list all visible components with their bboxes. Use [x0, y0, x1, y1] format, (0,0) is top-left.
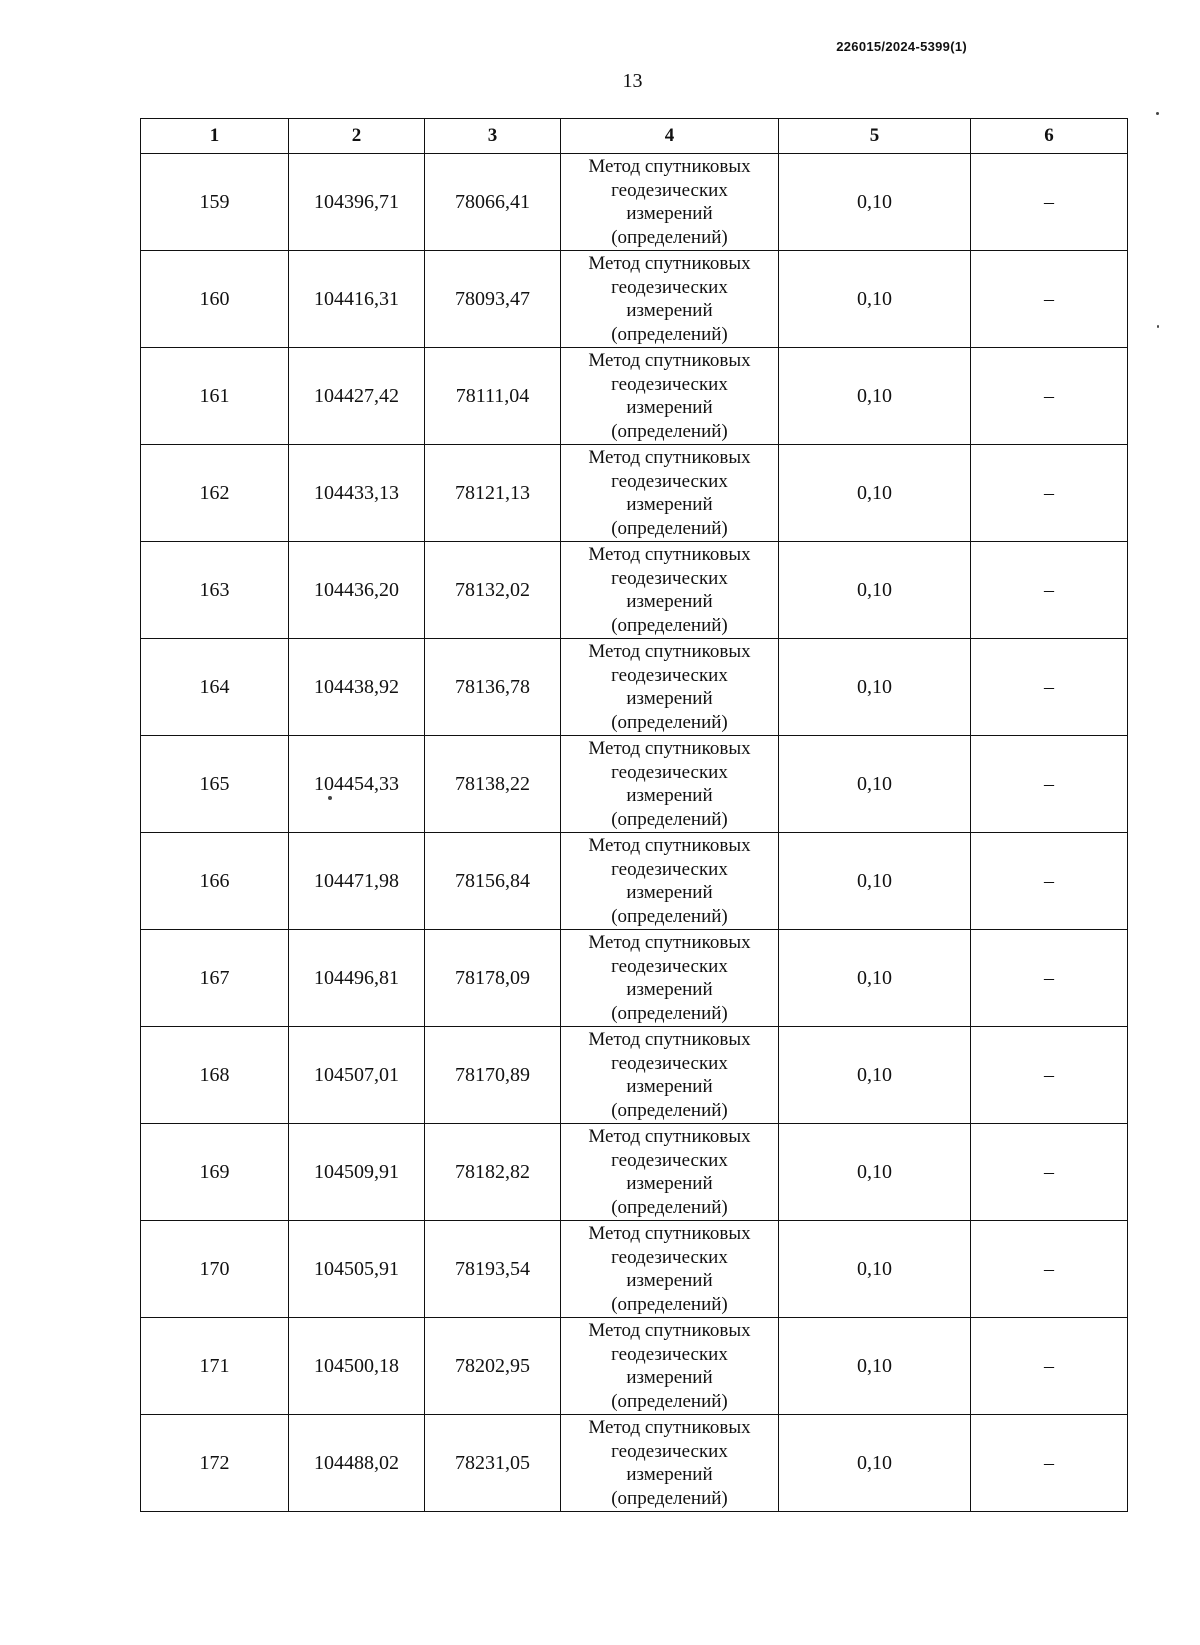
y-coordinate-cell: 78202,95: [425, 1318, 561, 1415]
table-row: [141, 1221, 1128, 1318]
note-cell: –: [971, 1124, 1128, 1221]
method-line: Метод спутниковых: [588, 350, 751, 371]
accuracy-cell: 0,10: [779, 639, 971, 736]
x-coordinate-cell: 104496,81: [289, 930, 425, 1027]
point-number-cell: 167: [141, 930, 289, 1027]
x-coordinate-cell: 104438,92: [289, 639, 425, 736]
method-line: измерений: [626, 203, 713, 224]
point-number-cell: 169: [141, 1124, 289, 1221]
table-row: [141, 1124, 1128, 1221]
column-header-5: 5: [779, 119, 971, 154]
method-line: геодезических: [611, 567, 728, 589]
note-cell: –: [971, 1318, 1128, 1415]
accuracy-cell: 0,10: [779, 1124, 971, 1221]
method-line: (определений): [611, 808, 728, 830]
method-line: (определений): [611, 711, 728, 733]
method-line: геодезических: [611, 276, 728, 298]
note-cell: –: [971, 251, 1128, 348]
method-line: измерений: [626, 979, 713, 1000]
method-line: (определений): [611, 1487, 728, 1509]
column-header-3: 3: [425, 119, 561, 154]
coordinates-table: [140, 118, 1128, 1512]
point-number-cell: 161: [141, 348, 289, 445]
table-row: [141, 736, 1128, 833]
column-header-2: 2: [289, 119, 425, 154]
method-line: Метод спутниковых: [588, 1417, 751, 1438]
method-line: (определений): [611, 1002, 728, 1024]
point-number-cell: 160: [141, 251, 289, 348]
method-line: геодезических: [611, 373, 728, 395]
x-coordinate-cell: 104500,18: [289, 1318, 425, 1415]
method-line: измерений: [626, 397, 713, 418]
table-row: [141, 348, 1128, 445]
y-coordinate-cell: 78178,09: [425, 930, 561, 1027]
y-coordinate-cell: 78231,05: [425, 1415, 561, 1512]
point-number-cell: 171: [141, 1318, 289, 1415]
method-line: (определений): [611, 517, 728, 539]
accuracy-cell: 0,10: [779, 1415, 971, 1512]
y-coordinate-cell: 78132,02: [425, 542, 561, 639]
method-line: геодезических: [611, 1343, 728, 1365]
method-line: измерений: [626, 688, 713, 709]
method-line: (определений): [611, 1390, 728, 1412]
method-line: Метод спутниковых: [588, 1029, 751, 1050]
accuracy-cell: 0,10: [779, 445, 971, 542]
method-cell: [561, 1221, 779, 1318]
method-cell: [561, 1318, 779, 1415]
method-line: измерений: [626, 1270, 713, 1291]
note-cell: –: [971, 154, 1128, 251]
x-coordinate-cell: 104471,98: [289, 833, 425, 930]
method-line: измерений: [626, 785, 713, 806]
scan-speck: [328, 796, 332, 800]
document-id: 226015/2024-5399(1): [836, 39, 967, 54]
method-line: Метод спутниковых: [588, 1223, 751, 1244]
table-row: [141, 154, 1128, 251]
accuracy-cell: 0,10: [779, 542, 971, 639]
y-coordinate-cell: 78136,78: [425, 639, 561, 736]
note-cell: –: [971, 542, 1128, 639]
table-row: [141, 833, 1128, 930]
method-line: (определений): [611, 614, 728, 636]
accuracy-cell: 0,10: [779, 736, 971, 833]
method-cell: [561, 639, 779, 736]
method-line: (определений): [611, 905, 728, 927]
table-body: [141, 154, 1128, 1512]
y-coordinate-cell: 78138,22: [425, 736, 561, 833]
accuracy-cell: 0,10: [779, 833, 971, 930]
y-coordinate-cell: 78170,89: [425, 1027, 561, 1124]
method-cell: [561, 154, 779, 251]
method-cell: [561, 542, 779, 639]
method-line: Метод спутниковых: [588, 156, 751, 177]
method-line: геодезических: [611, 1246, 728, 1268]
y-coordinate-cell: 78111,04: [425, 348, 561, 445]
x-coordinate-cell: 104416,31: [289, 251, 425, 348]
y-coordinate-cell: 78093,47: [425, 251, 561, 348]
page-number: 13: [622, 70, 643, 92]
method-line: (определений): [611, 1293, 728, 1315]
x-coordinate-cell: 104396,71: [289, 154, 425, 251]
accuracy-cell: 0,10: [779, 251, 971, 348]
method-line: геодезических: [611, 858, 728, 880]
method-line: измерений: [626, 591, 713, 612]
column-header-1: 1: [141, 119, 289, 154]
method-line: измерений: [626, 1464, 713, 1485]
accuracy-cell: 0,10: [779, 1221, 971, 1318]
method-line: измерений: [626, 494, 713, 515]
method-line: геодезических: [611, 1440, 728, 1462]
column-header-6: 6: [971, 119, 1128, 154]
method-line: геодезических: [611, 470, 728, 492]
header-row: [141, 119, 1128, 154]
point-number-cell: 170: [141, 1221, 289, 1318]
scan-speck: [1157, 325, 1159, 328]
point-number-cell: 163: [141, 542, 289, 639]
table-row: [141, 1415, 1128, 1512]
method-line: (определений): [611, 420, 728, 442]
x-coordinate-cell: 104509,91: [289, 1124, 425, 1221]
method-cell: [561, 930, 779, 1027]
y-coordinate-cell: 78066,41: [425, 154, 561, 251]
method-line: Метод спутниковых: [588, 1126, 751, 1147]
note-cell: –: [971, 1221, 1128, 1318]
method-line: геодезических: [611, 761, 728, 783]
x-coordinate-cell: 104433,13: [289, 445, 425, 542]
method-cell: [561, 1415, 779, 1512]
method-line: Метод спутниковых: [588, 641, 751, 662]
point-number-cell: 164: [141, 639, 289, 736]
point-number-cell: 165: [141, 736, 289, 833]
accuracy-cell: 0,10: [779, 1318, 971, 1415]
method-line: (определений): [611, 323, 728, 345]
note-cell: –: [971, 1027, 1128, 1124]
point-number-cell: 162: [141, 445, 289, 542]
table-row: [141, 445, 1128, 542]
x-coordinate-cell: 104427,42: [289, 348, 425, 445]
point-number-cell: 168: [141, 1027, 289, 1124]
x-coordinate-cell: 104505,91: [289, 1221, 425, 1318]
table-row: [141, 930, 1128, 1027]
method-line: измерений: [626, 300, 713, 321]
method-line: геодезических: [611, 664, 728, 686]
method-line: геодезических: [611, 955, 728, 977]
method-line: Метод спутниковых: [588, 544, 751, 565]
y-coordinate-cell: 78156,84: [425, 833, 561, 930]
method-line: геодезических: [611, 179, 728, 201]
method-line: Метод спутниковых: [588, 447, 751, 468]
y-coordinate-cell: 78121,13: [425, 445, 561, 542]
method-line: измерений: [626, 882, 713, 903]
method-line: (определений): [611, 1099, 728, 1121]
method-cell: [561, 833, 779, 930]
table-row: [141, 542, 1128, 639]
table-row: [141, 1318, 1128, 1415]
point-number-cell: 159: [141, 154, 289, 251]
y-coordinate-cell: 78182,82: [425, 1124, 561, 1221]
x-coordinate-cell: 104454,33: [289, 736, 425, 833]
method-cell: [561, 348, 779, 445]
method-cell: [561, 1027, 779, 1124]
y-coordinate-cell: 78193,54: [425, 1221, 561, 1318]
method-cell: [561, 736, 779, 833]
column-header-4: 4: [561, 119, 779, 154]
method-cell: [561, 1124, 779, 1221]
method-line: измерений: [626, 1173, 713, 1194]
point-number-cell: 166: [141, 833, 289, 930]
method-cell: [561, 445, 779, 542]
method-line: измерений: [626, 1367, 713, 1388]
x-coordinate-cell: 104436,20: [289, 542, 425, 639]
note-cell: –: [971, 445, 1128, 542]
point-number-cell: 172: [141, 1415, 289, 1512]
note-cell: –: [971, 736, 1128, 833]
method-line: измерений: [626, 1076, 713, 1097]
note-cell: –: [971, 930, 1128, 1027]
method-line: Метод спутниковых: [588, 1320, 751, 1341]
table-row: [141, 1027, 1128, 1124]
note-cell: –: [971, 833, 1128, 930]
accuracy-cell: 0,10: [779, 154, 971, 251]
method-line: (определений): [611, 1196, 728, 1218]
x-coordinate-cell: 104507,01: [289, 1027, 425, 1124]
method-line: (определений): [611, 226, 728, 248]
accuracy-cell: 0,10: [779, 348, 971, 445]
table-row: [141, 639, 1128, 736]
scan-speck: [1156, 112, 1159, 115]
method-cell: [561, 251, 779, 348]
note-cell: –: [971, 639, 1128, 736]
table-header: [141, 119, 1128, 154]
note-cell: –: [971, 348, 1128, 445]
method-line: Метод спутниковых: [588, 253, 751, 274]
accuracy-cell: 0,10: [779, 930, 971, 1027]
method-line: геодезических: [611, 1052, 728, 1074]
x-coordinate-cell: 104488,02: [289, 1415, 425, 1512]
method-line: Метод спутниковых: [588, 738, 751, 759]
accuracy-cell: 0,10: [779, 1027, 971, 1124]
method-line: геодезических: [611, 1149, 728, 1171]
method-line: Метод спутниковых: [588, 835, 751, 856]
table-row: [141, 251, 1128, 348]
method-line: Метод спутниковых: [588, 932, 751, 953]
note-cell: –: [971, 1415, 1128, 1512]
